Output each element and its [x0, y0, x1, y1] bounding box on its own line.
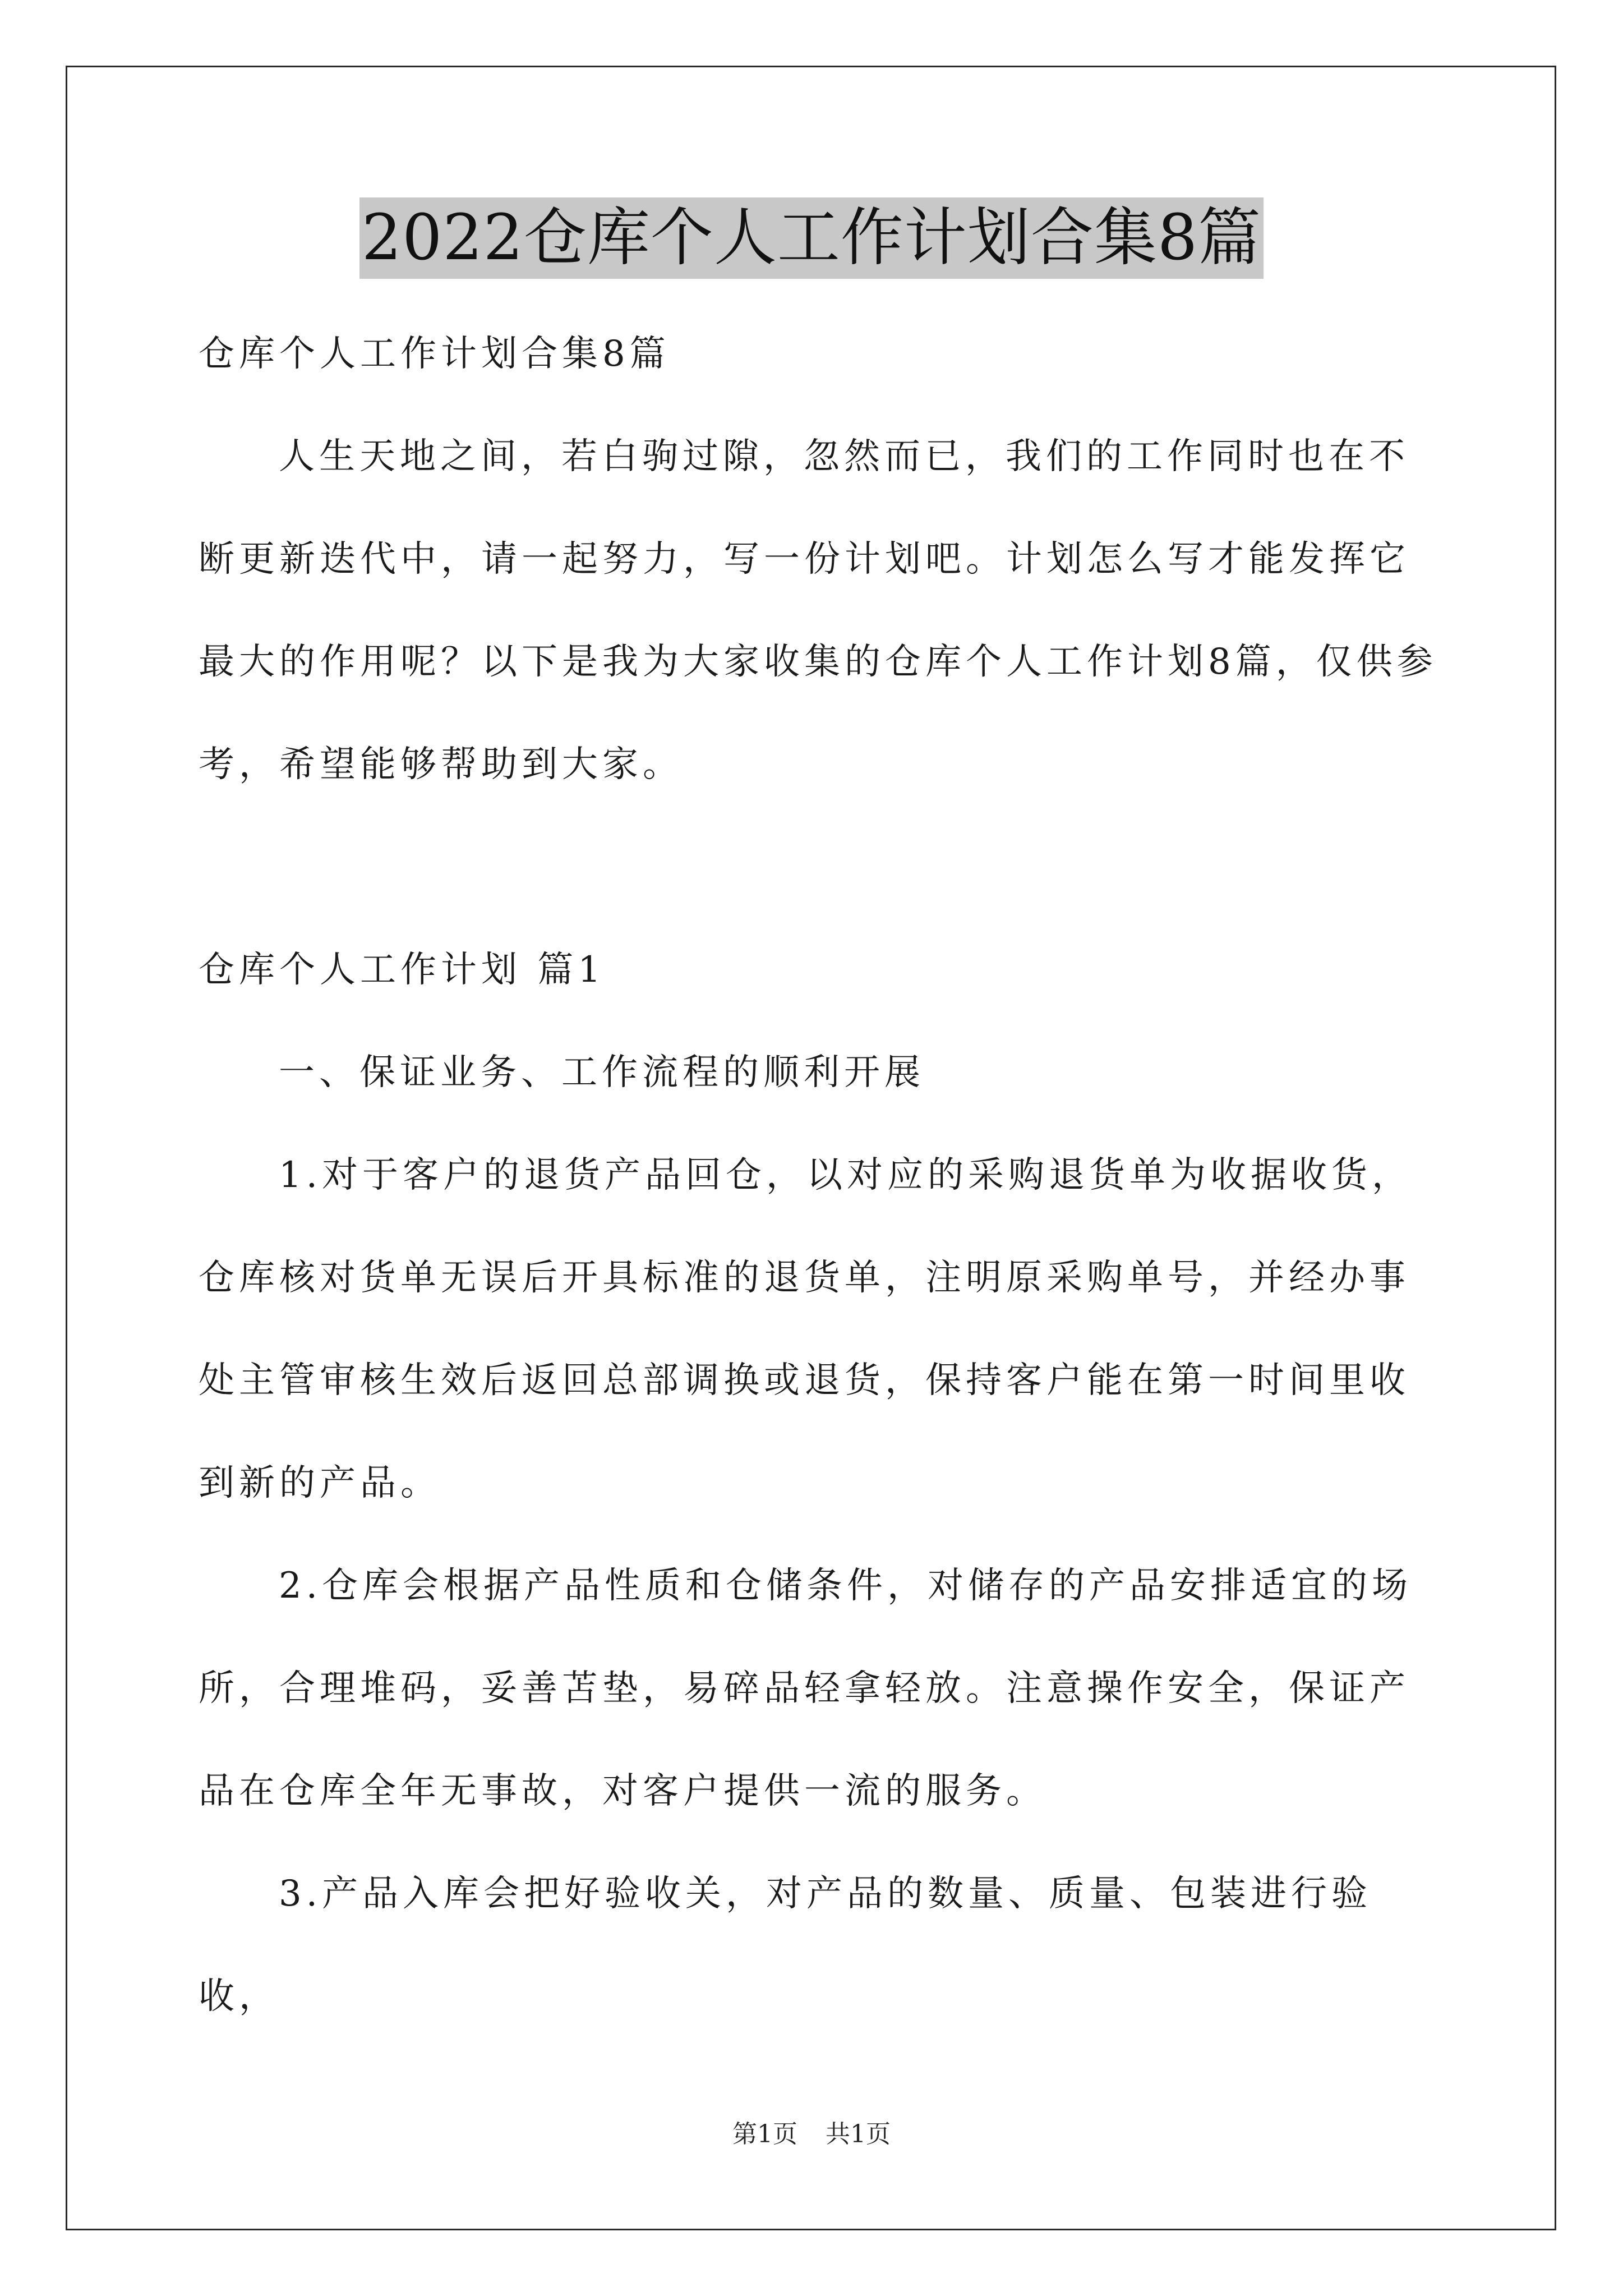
list-item-3: 3.产品入库会把好验收关，对产品的数量、质量、包装进行验收，	[199, 1873, 1372, 2017]
document-body	[199, 303, 1438, 2048]
page-footer	[0, 2118, 1623, 2151]
list-item-2: 2.仓库会根据产品性质和仓储条件，对储存的产品安排适宜的场所，合理堆码，妥善苫垫，易碎品轻拿轻放。注意操作安全，保证产品在仓库全年无事故，对客户提供一流的服务。	[199, 1565, 1413, 1812]
page-number: 第1页	[732, 2120, 797, 2148]
document-subtitle: 仓库个人工作计划合集8篇	[199, 333, 670, 375]
section-heading: 仓库个人工作计划 篇1	[199, 949, 606, 991]
list-item-1: 1.对于客户的退货产品回仓，以对应的采购退货单为收据收货，仓库核对货单无误后开具标准的退货单，注明原采购单号，并经办事处主管审核生效后返回总部调换或退货，保持客户能在第一时间里收到新的产品。	[199, 1154, 1413, 1504]
title-container	[0, 197, 1623, 279]
page-total: 共1页	[826, 2120, 891, 2148]
spacer	[199, 816, 1438, 919]
intro-paragraph: 人生天地之间，若白驹过隙，忽然而已，我们的工作同时也在不断更新迭代中，请一起努力，写一份计划吧。计划怎么写才能发挥它最大的作用呢？以下是我为大家收集的仓库个人工作计划8篇，仅供参考，希望能够帮助到大家。	[199, 436, 1437, 785]
sub-heading: 一、保证业务、工作流程的顺利开展	[279, 1052, 925, 1093]
document-title: 2022仓库个人工作计划合集8篇	[359, 197, 1264, 279]
